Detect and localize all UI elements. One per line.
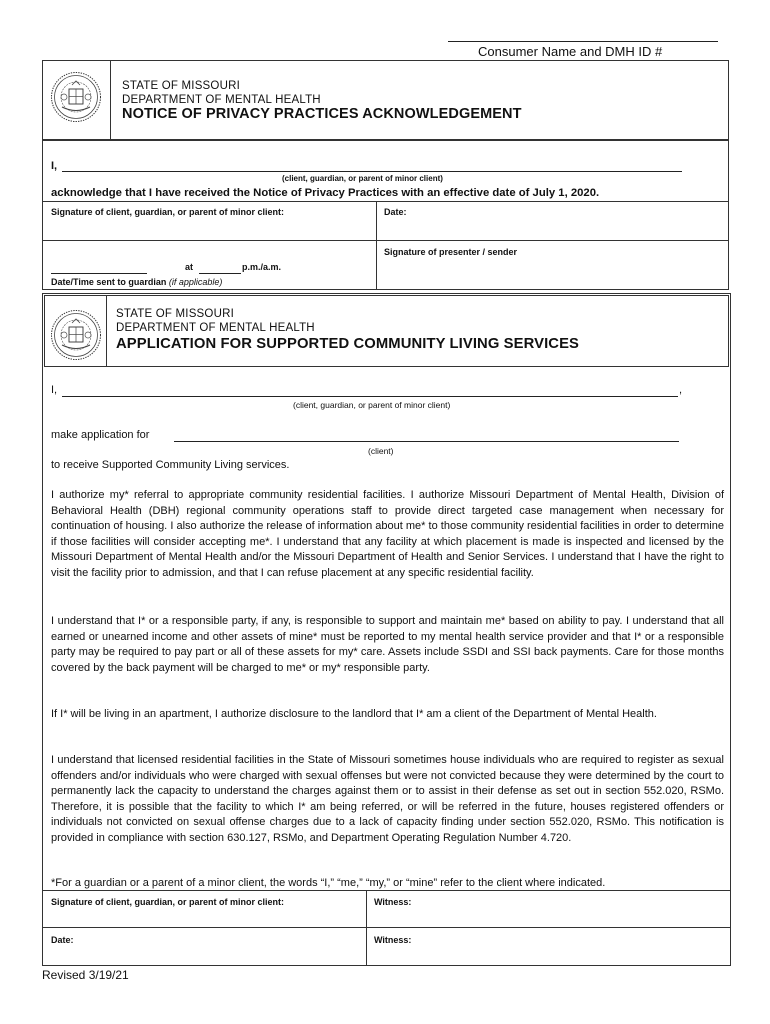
ack-dept: DEPARTMENT OF MENTAL HEALTH: [122, 94, 321, 106]
app-state: STATE OF MISSOURI: [116, 308, 234, 320]
ack-presenter-label: Signature of presenter / sender: [384, 247, 518, 257]
app-client-name-line[interactable]: [174, 441, 679, 442]
ack-date-label: Date:: [384, 207, 407, 217]
ack-at-text: at: [185, 262, 194, 272]
app-footnote: *For a guardian or a parent of a minor client, the words “I,” “me,” “my,” or “mine” refer to the client where indicated.: [51, 877, 606, 889]
app-client-label: (client): [368, 446, 394, 456]
ack-acknowledge-text: acknowledge that I have received the Notice of Privacy Practices with an effective date of July 1, 2020.: [51, 187, 600, 199]
app-date-label: Date:: [51, 935, 74, 945]
ack-date-time-text: Date/Time sent to guardian: [51, 277, 167, 287]
app-client-caption: (client, guardian, or parent of minor client): [293, 400, 451, 410]
revised-date: Revised 3/19/21: [42, 968, 129, 982]
app-witness-label-1: Witness:: [374, 897, 412, 907]
ack-date-field[interactable]: [377, 202, 728, 240]
ack-time-sent-line[interactable]: [199, 273, 241, 274]
app-name-line[interactable]: [62, 396, 678, 397]
ack-if-applicable: (if applicable): [168, 277, 223, 287]
app-signature-label: Signature of client, guardian, or parent of minor client:: [51, 897, 285, 907]
app-i-prefix: I,: [51, 384, 58, 396]
app-receive-text: to receive Supported Community Living services.: [51, 459, 290, 471]
app-paragraph-2: I understand that I* or a responsible party, if any, is responsible to support and maintain me* based on ability to pay. I understand that all earned or unearned income and other assets of mine* must be reported to my mental health service provider and that I* or a responsible party may be required to pay part or all of these assets for my* care. Assets include SSDI and SSI back payments. Care for those months covered by the back payment will be charged to me* or my* responsible party.: [51, 615, 724, 674]
app-i-suffix: ,: [679, 384, 683, 396]
ack-state: STATE OF MISSOURI: [122, 80, 240, 92]
ack-name-line[interactable]: [62, 171, 682, 172]
app-paragraph-3: If I* will be living in an apartment, I authorize disclosure to the landlord that I* am a client of the Department of Mental Health.: [51, 708, 657, 720]
ack-client-caption: (client, guardian, or parent of minor client): [282, 174, 443, 183]
app-make-application: make application for: [51, 429, 150, 441]
app-paragraph-4: I understand that licensed residential facilities in the State of Missouri sometimes house individuals who are required to register as sexual offenders and/or individuals who were charged with sexual offenses but were not convicted because they were determined by the court to permanently lack the capacity to understand the charges against them or to assist in their defense as set out in section 552.020, RSMo. Therefore, it is possible that the facility to which I* am being referred, or will be referred in the future, houses registered offenders or individuals not convicted on sexual offense charges due to a lack of capacity finding under section 552.020, RSMo. This notification is provided in compliance with section 630.127, RSMo, and Department Operating Regulation Number 4.720.: [51, 754, 724, 844]
consumer-name-line[interactable]: [448, 41, 718, 42]
ack-presenter-field[interactable]: [377, 241, 728, 289]
app-witness-label-2: Witness:: [374, 935, 412, 945]
ack-date-sent-line[interactable]: [51, 273, 147, 274]
missouri-seal-icon: [50, 309, 102, 361]
consumer-name-label: Consumer Name and DMH ID #: [478, 44, 663, 59]
ack-signature-label: Signature of client, guardian, or parent of minor client:: [51, 207, 285, 217]
app-witness-field-1[interactable]: [367, 891, 730, 926]
ack-i-prefix: I,: [51, 160, 58, 172]
ack-pm-am: p.m./a.m.: [242, 262, 282, 272]
ack-signature-field[interactable]: [43, 202, 375, 240]
app-title: APPLICATION FOR SUPPORTED COMMUNITY LIVING SERVICES: [116, 336, 580, 352]
ack-title: NOTICE OF PRIVACY PRACTICES ACKNOWLEDGEMENT: [122, 106, 522, 122]
ack-date-time-label: [51, 277, 222, 287]
app-dept: DEPARTMENT OF MENTAL HEALTH: [116, 322, 315, 334]
app-date-field[interactable]: [43, 928, 365, 965]
app-witness-field-2[interactable]: [367, 928, 730, 965]
app-paragraph-1: I authorize my* referral to appropriate community residential facilities. I authorize Missouri Department of Mental Health, Division of Behavioral Health (DBH) regional community operations staff to provide direct targeted case management when necessary for continuation of housing. I also authorize the release of information about me* to those community residential facilities in order to determine if those facilities will consider accepting me*. I understand that any facility at which placement is made is inspected and licensed by the Missouri Department of Mental Health and/or the Missouri Department of Health and Senior Services. I understand that I have the right to visit the facility prior to admission, and that I can refuse placement at any specific residential facility.: [51, 489, 724, 579]
missouri-seal-icon: [50, 71, 102, 123]
app-signature-field[interactable]: [43, 891, 365, 926]
